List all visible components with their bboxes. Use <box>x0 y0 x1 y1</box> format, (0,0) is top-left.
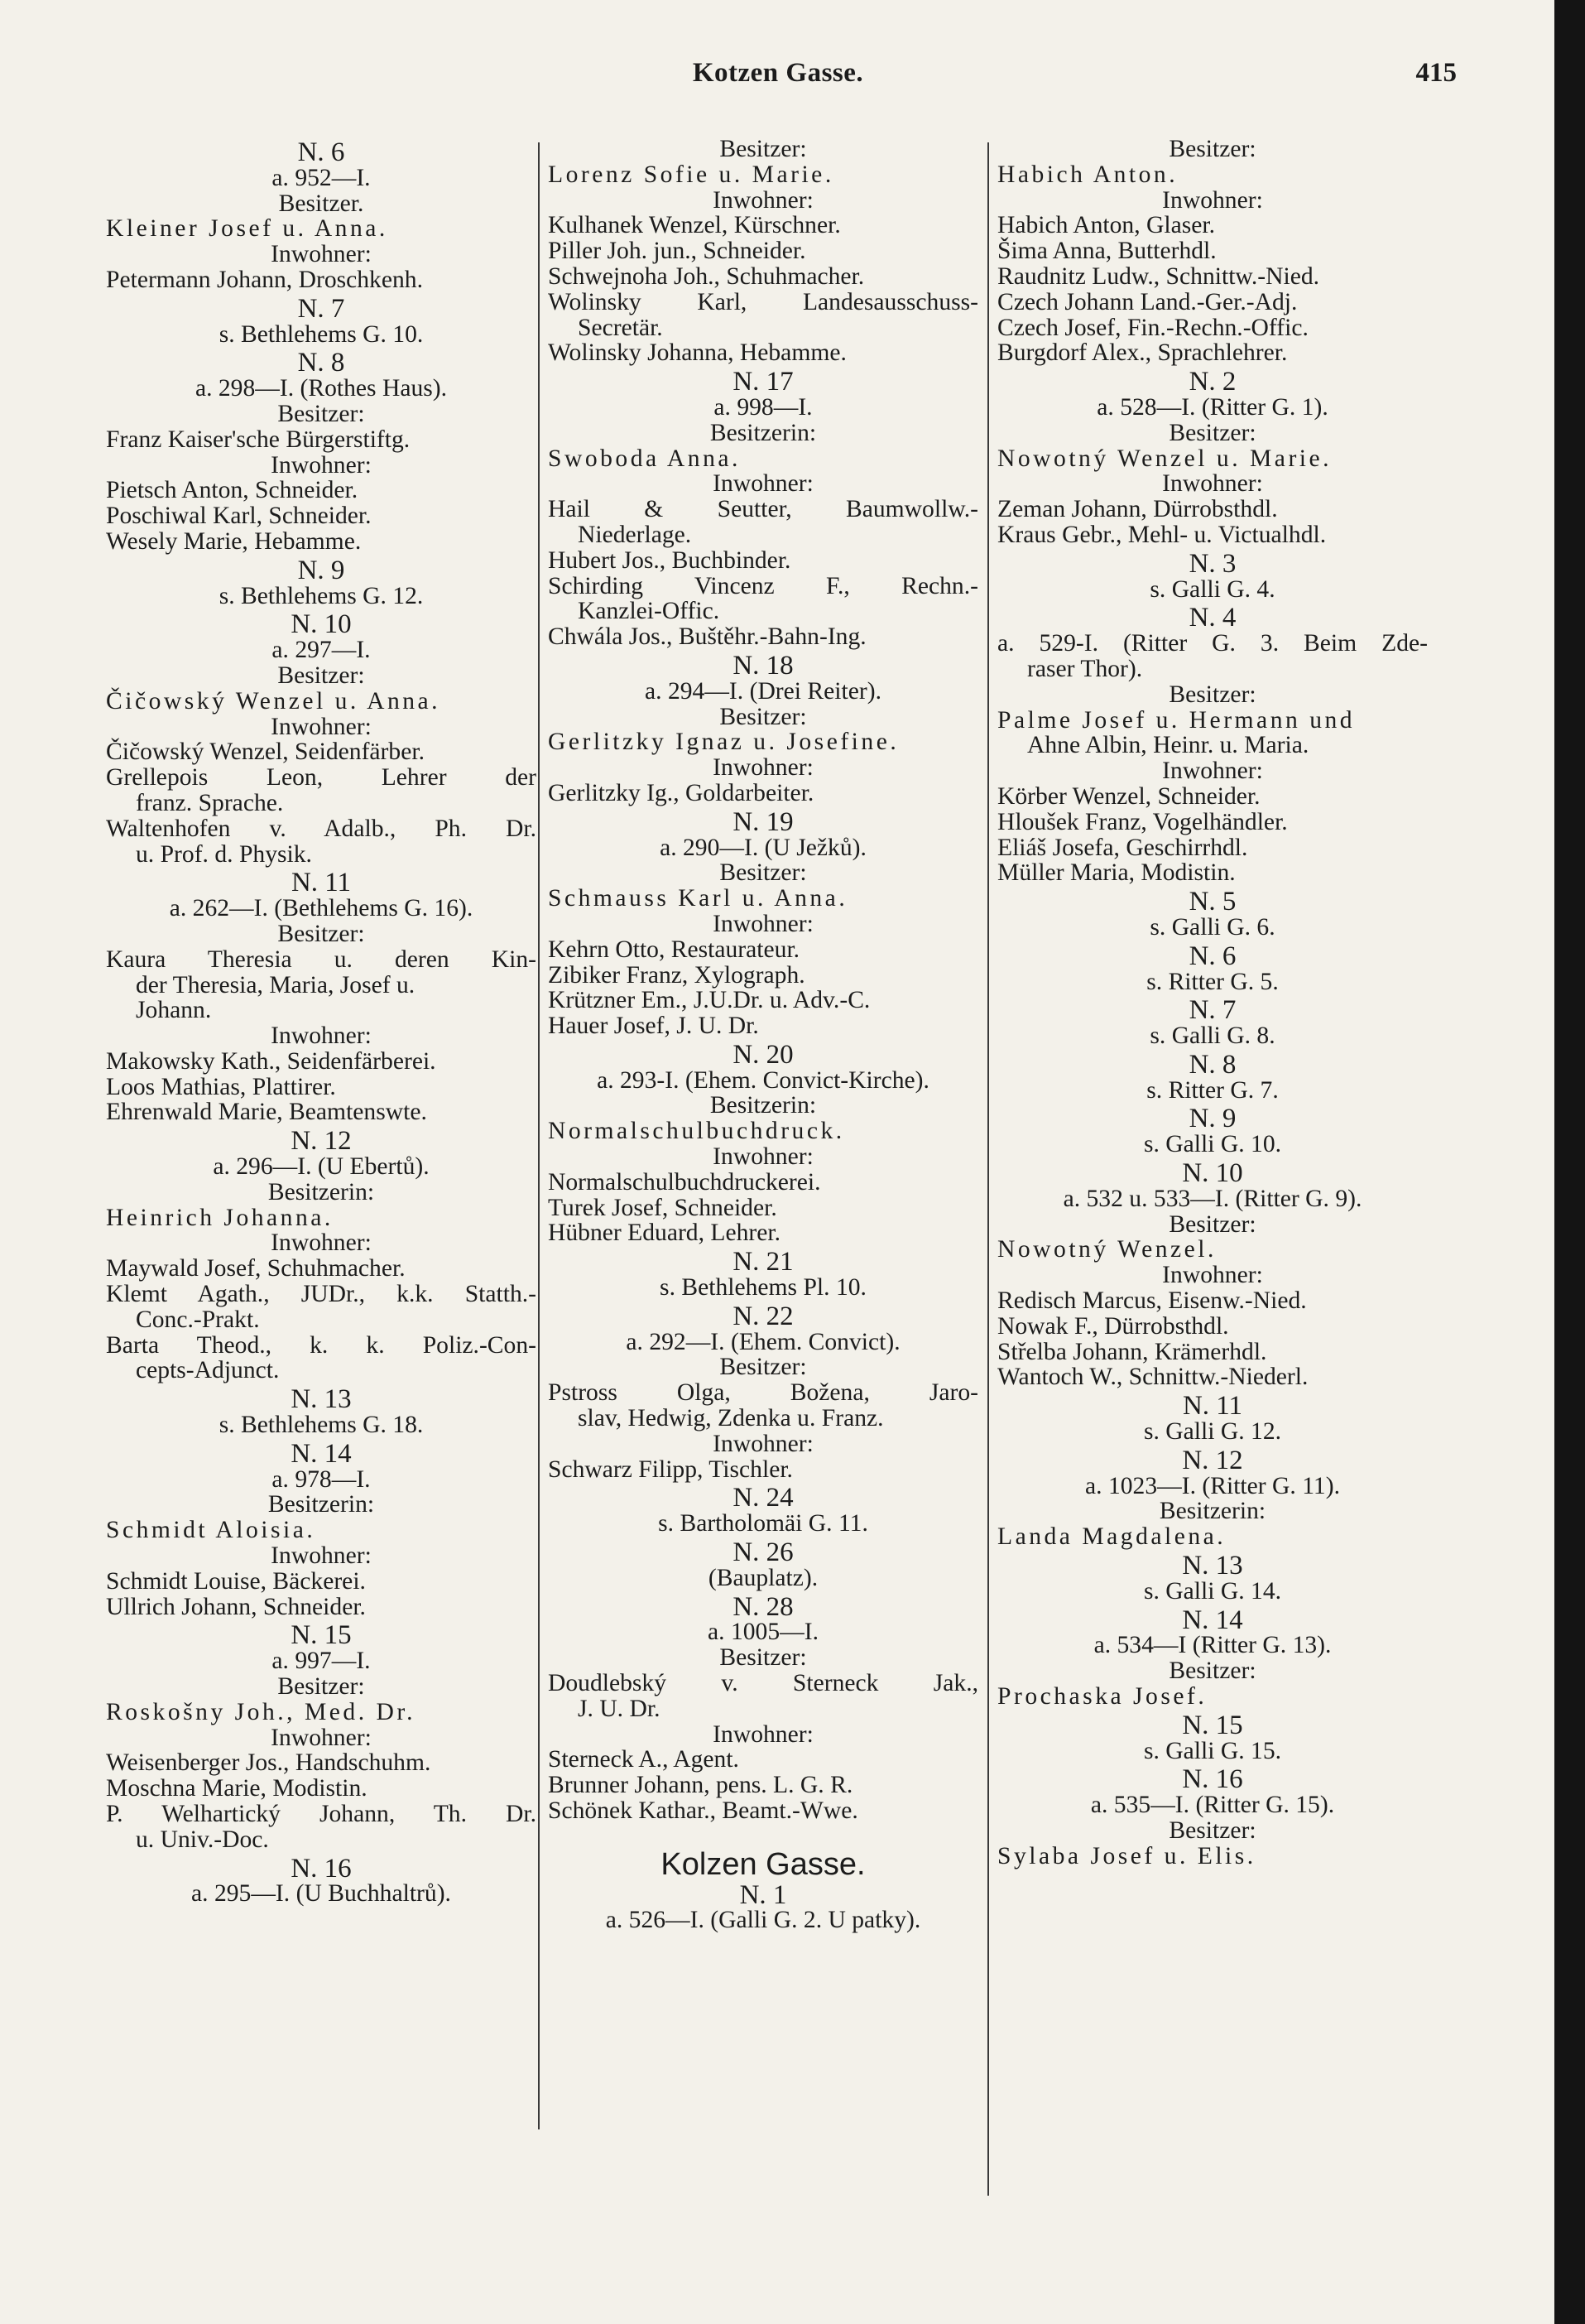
resident-entry: Zibiker Franz, Xylograph. <box>548 961 805 989</box>
entry-label: a. 998—I. <box>713 393 813 421</box>
house-number-heading: N. 7 <box>297 293 345 324</box>
entry-label: a. 534—I (Ritter G. 13). <box>1093 1632 1332 1659</box>
resident-entry: Schönek Kathar., Beamt.-Wwe. <box>548 1797 858 1824</box>
resident-entry: Brunner Johann, pens. L. G. R. <box>548 1772 853 1799</box>
entry-label: s. Bethlehems G. 10. <box>219 320 424 348</box>
resident-entry: Chwála Jos., Buštěhr.-Bahn-Ing. <box>548 623 867 651</box>
continuation-line: slav, Hedwig, Zdenka u. Franz. <box>578 1405 884 1432</box>
house-number-heading: N. 19 <box>732 806 794 837</box>
house-number-heading: N. 18 <box>732 650 794 681</box>
entry-label: s. Galli G. 10. <box>1143 1131 1282 1158</box>
house-number-heading: N. 13 <box>1182 1551 1243 1581</box>
house-number-heading: N. 3 <box>1189 548 1237 579</box>
directory-column-left <box>106 137 536 1907</box>
continuation-line: raser Thor). <box>1027 655 1143 682</box>
house-number-heading: N. 22 <box>732 1301 794 1331</box>
entry-label: Besitzerin: <box>709 1092 817 1119</box>
entry-label: s. Bethlehems G. 12. <box>219 582 424 609</box>
resident-entry: Burgdorf Alex., Sprachlehrer. <box>997 339 1288 367</box>
resident-entry: a. 529-I. (Ritter G. 3. Beim Zde- <box>997 630 1428 657</box>
entry-label: Besitzer: <box>719 1644 807 1672</box>
resident-entry: Schwarz Filipp, Tischler. <box>548 1456 793 1483</box>
column-divider <box>987 142 989 2196</box>
entry-label: Besitzer: <box>1169 1210 1256 1238</box>
entry-label: Inwohner: <box>713 1720 814 1748</box>
house-number-heading: N. 20 <box>732 1039 794 1070</box>
entry-label: s. Bartholomäi G. 11. <box>658 1510 868 1537</box>
house-number-heading: N. 12 <box>291 1126 352 1157</box>
resident-entry: Střelba Johann, Krämerhdl. <box>997 1338 1267 1365</box>
resident-entry: Waltenhofen v. Adalb., Ph. Dr. <box>106 815 536 842</box>
house-number-heading: N. 11 <box>291 868 352 898</box>
entry-label: a. 997—I. <box>271 1648 371 1675</box>
house-number-heading: N. 9 <box>297 555 345 585</box>
continuation-line: u. Prof. d. Physik. <box>136 840 312 868</box>
entry-label: Besitzer: <box>719 859 807 887</box>
entry-label: a. 526—I. (Galli G. 2. U patky). <box>605 1907 921 1934</box>
resident-entry: Hauer Josef, J. U. Dr. <box>548 1013 759 1040</box>
owner-name: Normalschulbuchdruck. <box>548 1118 845 1145</box>
entry-label: Inwohner: <box>1162 758 1263 785</box>
entry-label: Inwohner: <box>1162 1262 1263 1289</box>
owner-name: Landa Magdalena. <box>997 1523 1227 1551</box>
house-number-heading: N. 10 <box>291 609 352 640</box>
entry-label: a. 290—I. (U Ježků). <box>660 834 867 861</box>
entry-label: Inwohner: <box>1162 470 1263 498</box>
house-number-heading: N. 8 <box>297 348 345 378</box>
entry-label: Inwohner: <box>713 470 814 498</box>
resident-entry: Moschna Marie, Modistin. <box>106 1775 367 1802</box>
running-title: Kotzen Gasse. <box>692 58 864 88</box>
street-heading: Kolzen Gasse. <box>660 1846 866 1882</box>
resident-entry: Czech Josef, Fin.-Rechn.-Offic. <box>997 314 1309 341</box>
resident-entry: Hloušek Franz, Vogelhändler. <box>997 808 1288 835</box>
house-number-heading: N. 10 <box>1182 1158 1243 1189</box>
house-number-heading: N. 28 <box>732 1591 794 1622</box>
resident-entry: Klemt Agath., JUDr., k.k. Statth.- <box>106 1281 536 1308</box>
resident-entry: Sterneck A., Agent. <box>548 1746 739 1773</box>
entry-label: Besitzerin: <box>267 1178 375 1205</box>
entry-label: a. 978—I. <box>271 1465 371 1493</box>
resident-entry: Loos Mathias, Plattirer. <box>106 1073 336 1100</box>
entry-label: Besitzerin: <box>267 1491 375 1518</box>
continuation-line: Niederlage. <box>578 521 692 548</box>
house-number-heading: N. 17 <box>732 367 794 397</box>
entry-label: s. Ritter G. 7. <box>1146 1076 1279 1104</box>
continuation-line: Conc.-Prakt. <box>136 1306 260 1333</box>
house-number-heading: N. 15 <box>291 1620 352 1651</box>
owner-name: Čičowský Wenzel u. Anna. <box>106 687 441 715</box>
house-number-heading: N. 11 <box>1182 1391 1243 1422</box>
entry-label: Besitzer: <box>277 400 365 427</box>
resident-entry: Hubert Jos., Buchbinder. <box>548 546 791 574</box>
resident-entry: Wesely Marie, Hebamme. <box>106 527 362 555</box>
directory-column-middle <box>548 137 978 1933</box>
resident-entry: Ehrenwald Marie, Beamtenswte. <box>106 1099 427 1126</box>
house-number-heading: N. 1 <box>739 1879 787 1910</box>
entry-label: Inwohner: <box>713 754 814 782</box>
continuation-line: Johann. <box>136 997 212 1024</box>
entry-label: Inwohner: <box>713 186 814 214</box>
page-number: 415 <box>1415 58 1457 88</box>
house-number-heading: N. 26 <box>732 1537 794 1568</box>
entry-label: a. 1005—I. <box>708 1619 819 1646</box>
entry-label: (Bauplatz). <box>708 1564 819 1591</box>
owner-name: Roskošny Joh., Med. Dr. <box>106 1698 415 1725</box>
continuation-line: J. U. Dr. <box>578 1695 660 1722</box>
owner-name: Prochaska Josef. <box>997 1683 1208 1711</box>
resident-entry: Weisenberger Jos., Handschuhm. <box>106 1749 431 1777</box>
owner-name: Kleiner Josef u. Anna. <box>106 215 388 243</box>
resident-entry: Maywald Josef, Schuhmacher. <box>106 1255 406 1282</box>
directory-column-right <box>997 137 1428 1869</box>
entry-label: Besitzer: <box>277 1673 365 1701</box>
owner-name: Schmidt Aloisia. <box>106 1517 316 1544</box>
entry-label: Inwohner: <box>271 713 372 740</box>
entry-label: Inwohner: <box>271 1229 372 1257</box>
entry-label: s. Galli G. 14. <box>1143 1577 1282 1605</box>
entry-label: Inwohner: <box>713 1143 814 1171</box>
resident-entry: Grellepois Leon, Lehrer der <box>106 764 536 792</box>
owner-name: Lorenz Sofie u. Marie. <box>548 161 834 188</box>
entry-label: Inwohner: <box>271 1022 372 1050</box>
entry-label: Besitzer: <box>277 920 365 947</box>
entry-label: Besitzer: <box>1169 136 1256 162</box>
house-number-heading: N. 15 <box>1182 1710 1243 1740</box>
continuation-line: cepts-Adjunct. <box>136 1357 280 1384</box>
resident-entry: Poschiwal Karl, Schneider. <box>106 503 372 530</box>
entry-label: Besitzer: <box>277 662 365 689</box>
owner-name: Heinrich Johanna. <box>106 1204 334 1231</box>
entry-label: Besitzerin: <box>1159 1498 1266 1525</box>
resident-entry: Czech Johann Land.-Ger.-Adj. <box>997 288 1298 315</box>
entry-label: s. Bethlehems G. 18. <box>219 1412 424 1439</box>
resident-entry: Schmidt Louise, Bäckerei. <box>106 1567 366 1595</box>
entry-label: Besitzer: <box>1169 1817 1256 1844</box>
resident-entry: Hail & Seutter, Baumwollw.- <box>548 496 978 523</box>
house-number-heading: N. 7 <box>1189 995 1237 1026</box>
owner-name: Nowotný Wenzel u. Marie. <box>997 445 1333 472</box>
house-number-heading: N. 16 <box>1182 1764 1243 1795</box>
entry-label: s. Galli G. 12. <box>1143 1418 1282 1446</box>
continuation-line: u. Univ.-Doc. <box>136 1826 269 1853</box>
resident-entry: Eliáš Josefa, Geschirrhdl. <box>997 834 1248 861</box>
resident-entry: Pstross Olga, Božena, Jaro- <box>548 1379 978 1407</box>
resident-entry: Wantoch W., Schnittw.-Niederl. <box>997 1364 1309 1391</box>
entry-label: s. Bethlehems Pl. 10. <box>660 1274 867 1302</box>
resident-entry: Wolinsky Karl, Landesausschuss- <box>548 288 978 315</box>
resident-entry: Zeman Johann, Dürrobsthdl. <box>997 496 1278 523</box>
house-number-heading: N. 14 <box>1182 1605 1243 1635</box>
entry-label: Besitzer: <box>1169 681 1256 708</box>
resident-entry: Körber Wenzel, Schneider. <box>997 782 1261 810</box>
resident-entry: Kulhanek Wenzel, Kürschner. <box>548 212 841 239</box>
house-number-heading: N. 12 <box>1182 1445 1243 1475</box>
entry-label: Inwohner: <box>271 1542 372 1570</box>
entry-label: a. 298—I. (Rothes Haus). <box>195 375 448 402</box>
entry-label: a. 535—I. (Ritter G. 15). <box>1090 1792 1335 1819</box>
resident-entry: Nowak F., Dürrobsthdl. <box>997 1312 1229 1340</box>
entry-label: Inwohner: <box>271 241 372 268</box>
house-number-heading: N. 21 <box>732 1247 794 1277</box>
entry-label: Inwohner: <box>1162 186 1263 214</box>
house-number-heading: N. 14 <box>291 1438 352 1469</box>
continuation-line: franz. Sprache. <box>136 789 284 816</box>
resident-entry: Hübner Eduard, Lehrer. <box>548 1220 781 1247</box>
resident-entry: Kraus Gebr., Mehl- u. Victualhdl. <box>997 521 1327 548</box>
resident-entry: Krützner Em., J.U.Dr. u. Adv.-C. <box>548 987 871 1014</box>
entry-label: a. 532 u. 533—I. (Ritter G. 9). <box>1063 1185 1362 1212</box>
entry-label: Inwohner: <box>713 1430 814 1457</box>
entry-label: Besitzer: <box>719 703 807 730</box>
resident-entry: P. Welhartický Johann, Th. Dr. <box>106 1801 536 1827</box>
owner-name: Nowotný Wenzel. <box>997 1236 1217 1263</box>
entry-label: a. 297—I. <box>271 637 371 664</box>
entry-label: a. 295—I. (U Buchhaltrů). <box>191 1880 451 1908</box>
entry-label: a. 528—I. (Ritter G. 1). <box>1097 393 1328 421</box>
house-number-heading: N. 9 <box>1189 1104 1237 1134</box>
house-number-heading: N. 4 <box>1189 603 1237 633</box>
entry-label: a. 293-I. (Ehem. Convict-Kirche). <box>597 1066 929 1094</box>
entry-label: a. 296—I. (U Ebertů). <box>213 1153 430 1181</box>
entry-label: Inwohner: <box>271 1724 372 1751</box>
entry-label: s. Galli G. 4. <box>1150 575 1275 603</box>
resident-entry: Kehrn Otto, Restaurateur. <box>548 936 800 963</box>
resident-entry: Gerlitzky Ig., Goldarbeiter. <box>548 779 814 806</box>
resident-entry: Pietsch Anton, Schneider. <box>106 477 358 504</box>
resident-entry: Habich Anton, Glaser. <box>997 212 1216 239</box>
entry-label: Besitzer: <box>1169 1658 1256 1685</box>
entry-label: s. Galli G. 6. <box>1150 913 1275 941</box>
entry-label: a. 292—I. (Ehem. Convict). <box>626 1328 901 1355</box>
resident-entry: Kaura Theresia u. deren Kin- <box>106 945 536 973</box>
resident-entry: Makowsky Kath., Seidenfärberei. <box>106 1047 436 1075</box>
resident-entry: Wolinsky Johanna, Hebamme. <box>548 339 847 367</box>
continuation-line: Ahne Albin, Heinr. u. Maria. <box>1027 732 1309 759</box>
entry-label: a. 262—I. (Bethlehems G. 16). <box>169 895 473 922</box>
entry-label: Besitzer: <box>719 1354 807 1381</box>
entry-label: a. 1023—I. (Ritter G. 11). <box>1085 1472 1340 1499</box>
house-number-heading: N. 16 <box>291 1853 352 1884</box>
owner-name: Habich Anton. <box>997 161 1179 188</box>
house-number-heading: N. 6 <box>1189 941 1237 971</box>
page-header <box>99 58 1457 101</box>
resident-entry: Schwejnoha Joh., Schuhmacher. <box>548 262 865 290</box>
resident-entry: Normalschulbuchdruckerei. <box>548 1168 821 1196</box>
entry-label: Besitzer. <box>278 190 364 217</box>
entry-label: a. 294—I. (Drei Reiter). <box>645 677 881 705</box>
owner-name: Schmauss Karl u. Anna. <box>548 885 848 912</box>
house-number-heading: N. 8 <box>1189 1049 1237 1080</box>
resident-entry: Piller Joh. jun., Schneider. <box>548 238 806 265</box>
house-number-heading: N. 13 <box>291 1384 352 1415</box>
resident-entry: Barta Theod., k. k. Poliz.-Con- <box>106 1331 536 1359</box>
resident-entry: Redisch Marcus, Eisenw.-Nied. <box>997 1287 1307 1315</box>
entry-label: Inwohner: <box>713 910 814 937</box>
resident-entry: Franz Kaiser'sche Bürgerstiftg. <box>106 426 411 453</box>
house-number-heading: N. 24 <box>732 1483 794 1513</box>
owner-name: Palme Josef u. Hermann und <box>997 706 1356 734</box>
entry-label: Inwohner: <box>271 451 372 479</box>
house-number-heading: N. 6 <box>297 137 345 167</box>
continuation-line: Kanzlei-Offic. <box>578 598 720 625</box>
entry-label: Besitzer: <box>1169 419 1256 446</box>
resident-entry: Müller Maria, Modistin. <box>997 859 1236 887</box>
owner-name: Swoboda Anna. <box>548 445 741 472</box>
resident-entry: Schirding Vincenz F., Rechn.- <box>548 572 978 599</box>
entry-label: Besitzerin: <box>709 419 817 446</box>
resident-entry: Turek Josef, Schneider. <box>548 1194 777 1221</box>
entry-label: s. Galli G. 15. <box>1143 1737 1282 1764</box>
continuation-line: der Theresia, Maria, Josef u. <box>136 971 415 998</box>
owner-name: Sylaba Josef u. Elis. <box>997 1842 1256 1869</box>
resident-entry: Doudlebský v. Sterneck Jak., <box>548 1670 978 1697</box>
continuation-line: Secretär. <box>578 314 663 341</box>
resident-entry: Ullrich Johann, Schneider. <box>106 1593 366 1620</box>
resident-entry: Petermann Johann, Droschkenh. <box>106 266 423 293</box>
resident-entry: Šima Anna, Butterhdl. <box>997 238 1217 265</box>
resident-entry: Raudnitz Ludw., Schnittw.-Nied. <box>997 262 1320 290</box>
house-number-heading: N. 2 <box>1189 367 1237 397</box>
entry-label: Besitzer: <box>719 136 807 162</box>
entry-label: s. Ritter G. 5. <box>1146 968 1279 995</box>
entry-label: a. 952—I. <box>271 164 371 191</box>
house-number-heading: N. 5 <box>1189 887 1237 917</box>
column-divider <box>538 142 540 2129</box>
resident-entry: Čičowský Wenzel, Seidenfärber. <box>106 739 425 766</box>
entry-label: s. Galli G. 8. <box>1150 1022 1275 1050</box>
owner-name: Gerlitzky Ignaz u. Josefine. <box>548 729 900 756</box>
